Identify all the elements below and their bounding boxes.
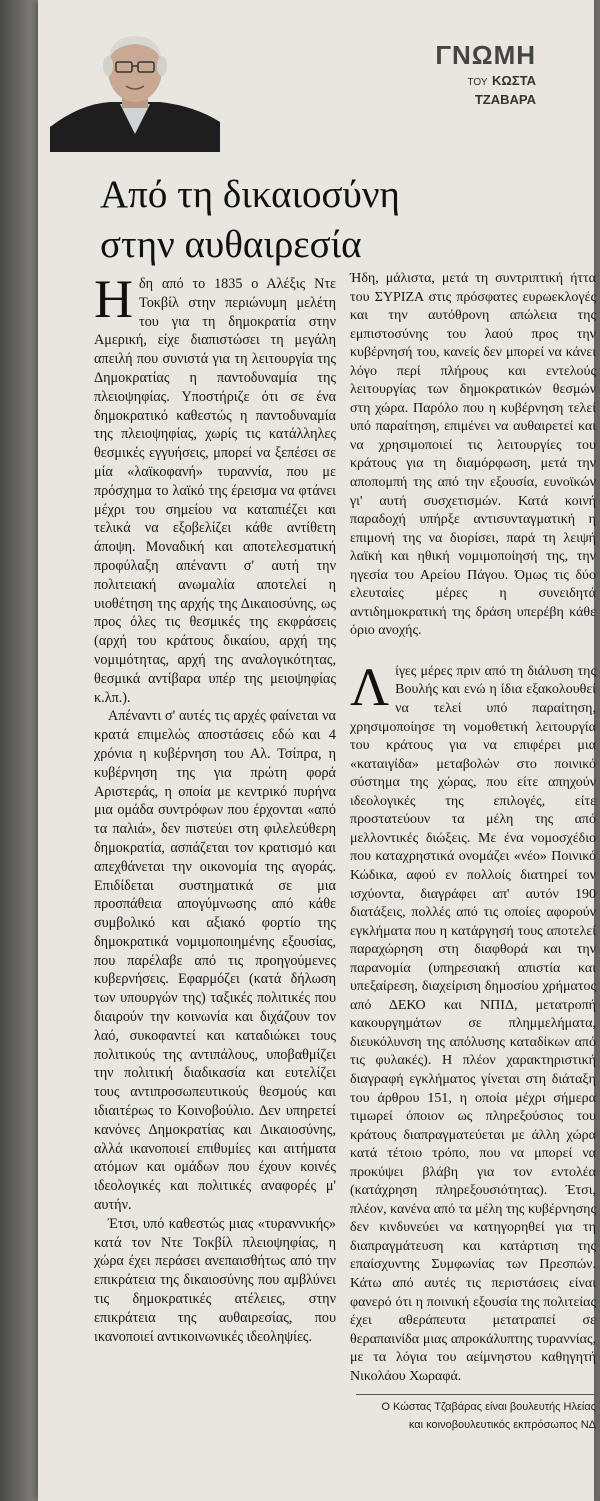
- article-paragraph-continued: Ήδη, μάλιστα, μετά τη συντριπτική ήττα του ΣΥΡΙΖΑ στις πρόσφατες ευρωεκλογές και την αυτόθρονη απώλεια της εμπιστοσύνης του λαού προς την κυβέρνησή του, κανείς δεν μπορεί να κάνει λόγο περί πλήρους και εντελούς λειτουργίας των δημοκρατικών θεσμών στη χώρα. Παρόλο που η κυβέρνηση τελεί υπό παραίτηση, επιμένει να αυθαιρετεί και να χρησιμοποιεί τις λειτουργίες του κράτους για τη διαμόρφωση, μετά την αποπομπή της από την εξουσία, ευνοϊκών γι' αυτή συσχετισμών. Κατά κοινή παραδοχή υπήρξε αντισυνταγματική η επιμονή της να διορίσει, παρά τη λειψή λαϊκή και ηθική νομιμοποίησή της, την ηγεσία του Αρείου Πάγου. Όμως τις δύο ελευταίες μέρες η συνειδητά αντιδημοκρατική της δράση υπερέβη κάθε όριο ανοχής.: [350, 271, 596, 639]
- article-paragraph: [94, 269, 336, 707]
- article-paragraph: Έτσι, υπό καθεστώς μιας «τυραννικής» κατά τον Ντε Τοκβίλ πλειοψηφίας, η χώρα έχει περάσει ανεπαισθήτως από την επικράτεια της δικαιοσύνης που αμβλύνει τις δημοκρατικές ατέλειες, στην επικράτεια της αυθαιρεσίας, που ικανοποιεί αντικοινωνικές ιδεοληψίες.: [94, 1215, 336, 1345]
- footnote-line-1: Ο Κώστας Τζαβάρας είναι βουλευτής Ηλείας: [381, 1401, 596, 1413]
- headline-line-2: στην αυθαιρεσία: [100, 223, 362, 266]
- author-photo: [50, 22, 220, 152]
- article-paragraph: [350, 656, 596, 1386]
- newspaper-page: [38, 0, 594, 1501]
- drop-cap: Λ: [350, 656, 390, 717]
- author-first-name: ΚΩΣΤΑ: [492, 73, 536, 88]
- article-column-2: [350, 270, 596, 1386]
- footnote-divider: [356, 1394, 596, 1395]
- page-edge-shadow: [0, 0, 38, 1501]
- article-paragraph: Απέναντι σ' αυτές τις αρχές φαίνεται να κρατά επιμελώς αποστάσεις εδώ και 4 χρόνια η κυβέρνηση του Αλ. Τσίπρα, η κυβέρνηση της για πρώτη φορά Αριστεράς, η οποία με κεντρικό πυρήνα μια ομάδα συντρόφων που έρχονται «από τα παλιά», δεν πιστεύει στη φιλελεύθερη δημοκρατία, ασπάζεται τον κρατισμό και απεχθάνεται την οικονομία της αγοράς. Επιδίδεται συστηματικά σε μια προσπάθεια απογύμνωσης από κάθε συμβολικό και αξιακό φορτίο της δημοκρατικά νομιμοποιημένης εξουσίας, που παρέλαβε από τις προηγούμενες κυβερνήσεις. Εφαρμόζει (κατά δήλωση των υπουργών της) ταξικές πολιτικές που διαιρούν την κοινωνία και διχάζουν τον λαό, συκοφαντεί και καταδιώκει τους πολιτικούς της αντιπάλους, υποβαθμίζει την πολιτική διαδικασία και ευτελίζει τους αντιπροσωπευτικούς θεσμούς και ιδιαιτέρως το Κοινοβούλιο. Δεν υπηρετεί κανόνες Δημοκρατίας και Δικαιοσύνης, αλλά ικανοποιεί επιθυμίες και αιτήματα ατόμων και ομάδων που έχουν κοινές ιδεολογικές και πολιτικές αναφορές μ' αυτήν.: [94, 708, 336, 1214]
- paragraph-text: ίγες μέρες πριν από τη διάλυση της Βουλής και ενώ η ίδια εξακολουθεί να τελεί υπό παραίτηση, χρησιμοποίησε τη νομοθετική λειτουργία του κράτους για να επιφέρει μια «καταιγίδα» μεταβολών στο ποινικό σύστημα της χώρας, που είτε απηχούν ιδεολογικές της επιλογές, είτε προστατεύουν τα μέλη της από μελλοντικές διώξεις. Με ένα νομοσχέδιο που καταχρηστικά ονομάζει «νέο» Ποινικό Κώδικα, αφού εν πολλοίς διατηρεί τον ισχύοντα, διαγράφει απ' αυτόν 190 διατάξεις, πολλές από τις οποίες αφορούν εγκλήματα που η κατάργησή τους αποτελεί παραχώρηση στη διαφθορά και την παρανομία (υπηρεσιακή απιστία και υπεξαίρεση, διαχείριση δημοσίου χρήματος από ΔΕΚΟ και ΝΠΙΔ, μετατροπή κακουργημάτων σε πλημμελήματα, διευκόλυνση της απόλυσης καταδίκων από τις φυλακές). Η πλέον χαρακτηριστική διαγραφή εγκλήματος γίνεται στη διάταξη του άρθρου 151, η οποία μέχρι σήμερα τιμωρεί όποιον ως πληρεξούσιος του κράτους διαπραγματεύεται με άλλη χώρα κατά τέτοιο τρόπο, που να μπορεί να προκύψει βλάβη για τον εντολέα (κατάχρηση πληρεξουσιότητας). Έτσι, πλέον, κανένα από τα μέλη της κυβέρνησης δεν κινδυνεύει να κατηγορηθεί για τη διαπραγμάτευση και κατάρτιση της επαίσχυντης Συμφωνίας των Πρεσπών. Κάτω από αυτές τις περιστάσεις είναι φανερό ότι η ποινική εξουσία της πολιτείας έχει αθεράπευτα μετατραπεί σε θεραπαινίδα μιας απροκάλυπτης τυραννίας, με τα λόγια του αείμνηστου καθηγητή Νικολάου Χωραφά.: [350, 663, 596, 1384]
- paragraph-text: δη από το 1835 ο Αλέξις Ντε Τοκβίλ στην περιώνυμη μελέτη του για τη δημοκρατία στην Αμερική, είχε διαπιστώσει τη μεγάλη απειλή που συνιστά για τη λειτουργία της Δημοκρατίας η παντοδυναμία της πλειοψηφίας. Υποστήριζε ότι σε ένα δημοκρατικό καθεστώς η παντοδυναμία της πλειοψηφίας, χωρίς τις κατάλληλες θεσμικές εγγυήσεις, μπορεί να ξεπέσει σε μία «λαϊκοφανή» τυραννία, που με πρόσχημα το λαϊκό της έρεισμα να φτάνει μέχρι του σημείου να καταπιέζει και τελικά να εξοβελίζει κάθε αντίθετη άποψη. Μοναδική και αποτελεσματική προφύλαξη απέναντι σ' αυτή την πολιτειακή ανωμαλία αποτελεί η υιοθέτηση της αρχής της Δικαιοσύνης, ως προς όλες τις θεσμικές της εκφράσεις (αρχή του κράτους δικαίου, αρχή της νομιμότητας, αρχή της αναλογικότητας, θεσμικά αντίβαρα υπέρ της μειοψηφίας κ.λπ.).: [94, 276, 336, 706]
- column-title: ΓΝΩΜΗ: [435, 40, 536, 70]
- byline-prefix: ΤΟΥ: [467, 77, 488, 88]
- byline: [468, 72, 537, 108]
- headline: [100, 170, 400, 270]
- author-footnote: [360, 1398, 596, 1434]
- article-column-1: [94, 269, 336, 1346]
- drop-cap: Η: [94, 269, 133, 329]
- footnote-line-2: και κοινοβουλευτικός εκπρόσωπος ΝΔ: [408, 1419, 596, 1431]
- author-last-name: ΤΖΑΒΑΡΑ: [474, 92, 536, 107]
- headline-line-1: Από τη δικαιοσύνη: [100, 173, 400, 216]
